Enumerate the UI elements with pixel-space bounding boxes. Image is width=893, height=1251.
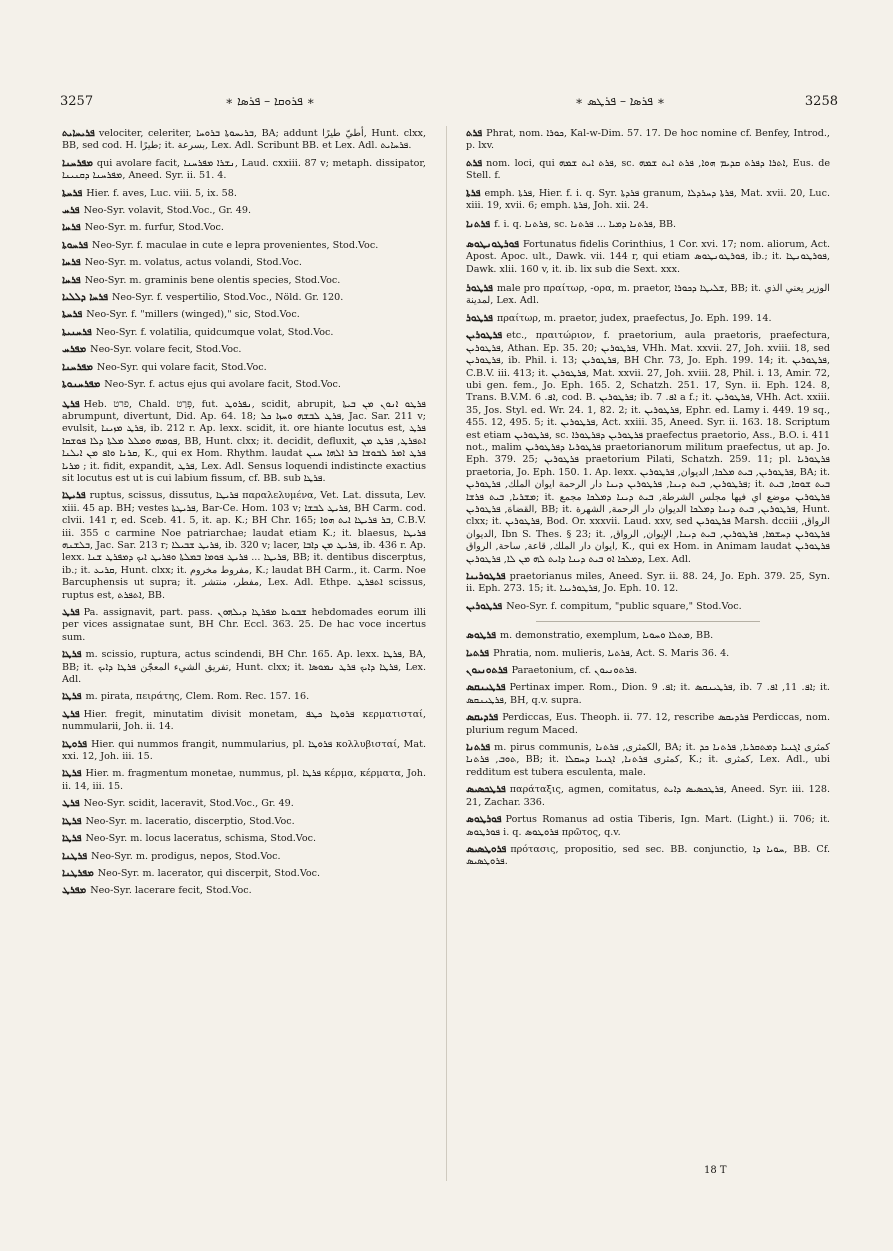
entry-headword: ܦܪܛܐ — [62, 649, 82, 661]
entry-definition: velociter, celeriter, ܒܪܝܚܘܬܐ ܒܪܘܚܐ, BA; addunt أطيّ طيرًا, Hunt. clxx, BB, sed cod. H. طيرًا; it. بسرعة, Lex. Adl. Scribunt BB. et Lex. Adl. ܦܪܚܐܝܬ. — [62, 128, 427, 152]
right-page-number: 3258 — [804, 94, 838, 109]
right-column — [466, 128, 830, 874]
entry-headword: ܦܪܛܐ — [62, 833, 82, 845]
entry-definition: Neo-Syr. qui volare facit, Stod.Voc. — [96, 361, 267, 373]
dictionary-entry — [466, 712, 830, 737]
entry-headword: ܦܪܛܘܪܝܢ — [466, 600, 503, 612]
entry-definition: Perdiccas, Eus. Theoph. ii. 77. 12, rescribe ܦܪܕܝܩܣ Perdiccas, nom. plurium regum Maced. — [466, 712, 830, 736]
entry-headword: ܦܪܛܝܢܩܣ — [466, 682, 506, 694]
entry-headword: ܦܪܬ — [466, 128, 483, 139]
entry-definition: Neo-Syr. m. lacerator, qui discerpit, Stod.Voc. — [97, 867, 321, 879]
dictionary-entry — [62, 222, 426, 234]
entry-definition: Heb. פרט, Chald. פְּרַט, fut. ܢܦܪܘܛ, scidit, abrupit, ܦܪܛܘ ܐܢܘܢ ܡܢ ܒܝܬܐ abrumpunt, divertunt, Did. Ap. 64. 18; ܦܪܛ ܠܒܫܗ ܘܚܙܐ ܟܠ, Jac. Sar. 211 v; evulsit, ܦܪܛ ܡܙܝܢܐ, ib. 212 r. Ap. lexx. scidit, it. ore hiante locutus est, ܦܪܛ ܦܘܡܗ ܘܡܠܠ ܡܠܬܐ ܕܠܐ ܦܘܫܩܐ, BB, Hunt. clxx; it. decidit, defluxit, ܐܬܦܪܛ, ܦܪܛ ܡܢ ܩܪܢܐ ܘܐܦ ܡܢ ܐܝܠܢܐ, K., qui ex Hom. Rhythm. laudat ܦܪܛ ܐܡܪ ܠܒܘܫܐ ܒܪ ܐܠܗܐ ܚܢܢ ܡܪܝܐ ; it. fidit, expandit, ܦܪܛ, Lex. Adl. Sensus loquendi indistincte exactius sit locutus est ut is cui labium fissum, cf. BB. sub ܦܪܛܐ. — [62, 398, 427, 484]
entry-headword: ܦܪܛܘܪ — [466, 283, 493, 295]
entry-headword: ܡܦܪܚܢܘܬܐ — [62, 379, 101, 391]
dictionary-entry — [466, 648, 830, 660]
entry-definition: emph. ܦܪܬܐ, Hier. f. i. q. Syr. ܦܪܕܬܐ granum, ܦܪܬܐ ܕܚܪܕܠܐ, Mat. xvii. 20, Luc. xiii. 19, xvii. 6; emph. ܦܪܬܐ, Joh. xii. 24. — [466, 187, 830, 212]
left-column — [62, 128, 426, 903]
entry-headword: ܦܪܕܝܩܣ — [466, 712, 499, 724]
dictionary-entry — [466, 630, 830, 642]
entry-headword: ܦܪܚܢܝܬܐ — [62, 326, 92, 338]
dictionary-entry — [62, 205, 426, 217]
dictionary-entry — [62, 885, 426, 897]
dictionary-entry — [466, 601, 830, 613]
entry-definition: Hier. fregit, minutatim divisit monetam, ܦܪܘܛܐ ܟܛܦ κερματισταί, nummularii, Joh. ii. 14. — [62, 708, 426, 733]
dictionary-entry — [62, 851, 426, 863]
dictionary-entry — [466, 158, 830, 183]
entry-definition: etc., πραιτώριον, f. praetorium, aula praetoris, praefectura, ܦܪܛܘܪܝܢ, Athan. Ep. 35. 20; ܦܪܛܘܪܝܢ, VHh. Mat. xxvii. 27, Joh. xviii. 18, sed ܦܪܛܘܪܝܢ, ib. Phil. i. 13; ܦܪܛܘܪܝܢ, BH Chr. 73, Jo. Eph. 199. 14; it. ܦܪܛܘܪܝܢ, C.B.V. iii. 413; it. ܦܪܛܘܪܝܢ, Mat. xxvii. 27, Joh. xviii. 28, Phil. i. 13, Amir. 72, ubi gen. fem., Jo. Eph. 165. 2, Schatzh. 251. 17, Syn. ii. Eph. 124. 8, Trans. B.V.M. ܐܦ. 6, cod. B. ܦܪܛܘܪܝܢ; ib. ܐܦ. 7 a f.; it. ܦܪܛܘܪܝܢ, VHh. Act. xxiii. 35, Jos. Styl. ed. Wr. 24. 1, 82. 2; it. ܦܪܛܘܪܝܢ, Ephr. ed. Lamy i. 449. 19 sq., 455. 12, 495. 5; it. ܦܪܛܘܪܝܢ, Act. xxiii. 35, Aneed. Syr. ii. 163. 18. Scriptum est etiam ܦܪܛܘܪܝܢ, sc. ܦܪܛܘܪܝܢ ܕܦܪܛܘܪܐ praefectus praetorio, Ass., B.O. i. 411 not., malim ܦܪܛܘܪܝܐ ܕܦܪܛܘܪܝܢ praetorianorum militum praefectus, ut ap. Jo. Eph. 379. 25; ܦܪܛܘܪܝܢ praetorium Pilati, Schatzh. 259. 11; pl. ܦܪܛܘܪܝܐ praetoria, Jo. Eph. 150. 1. Ap. lexx. ܦܪܛܘܪܝܢ, ܒܝܬ ܡܠܟܐ, الديوان, ܦܪܛܘܪܝܢ, BA; it. ܦܪܛܘܪܝܢ, ܒܝܬ ܕܝܢܐ, ܦܪܛܘܪܝܢ ܕܝܢܐ دار الرحمة ايوان الملك, ܦܪܛܘܪܝܢ; it. ܒܝܬ ܫܘܩܐ, ܒܝܬ ܡܫܪܝܐ, ܒܝܬ ܦܪܫܐ; it. ܦܪܛܘܪܝܢ موضع اي فيها مجلس الشرطة, ܒܝܬ ܕܝܢܐ ܕܡܠܟܐ مجمع القضاة, ܦܪܛܘܪܝܢ, BB; it. ܦܪܛܘܪܝܢ, ܒܝܬ ܕܝܢܐ ܕܡܠܟܐ الديوان دار الرحمة, الشهرة, Hunt. clxx; it. ܦܪܛܘܪܝܢ, Bod. Or. xxxvii. Laud. xxv, sed ܦܪܛܘܪܝܢ Marsh. dcciii الرواق, الديوان, Ibn S. Thes. § 23; it. ܦܪܛܘܪܝܢ ܕܚܫܡܐ, ܦܪܛܘܪܝܢ, ܒܝܬ ܕܝܢܐ, الإيوان, الرواق, ايوان دار الملك, قاعة, ساحة, الرواق, K., qui ex Hom. in Animam laudat ܦܪܛܘܪܝܢ ܕܡܠܟܐ ܐܘ ܒܝܬ ܕܝܢܐ ܕܐܝܬ ܠܗ ܡܢ ܠܐ, ܦܪܛܘܪܝܢ, Lex. Adl. — [466, 330, 831, 565]
entry-definition: Phratia, nom. mulieris, ܦܪܬܝܐ, Act. S. Maris 36. 4. — [493, 647, 730, 659]
entry-definition: Hier. qui nummos frangit, nummularius, pl. ܦܪܘܛܐ κολλυβισταί, Mat. xxi. 12, Joh. iii. 15. — [62, 738, 426, 763]
dictionary-entry — [466, 330, 830, 566]
dictionary-entry — [466, 742, 830, 779]
dictionary-entry — [466, 239, 830, 276]
entry-definition: Neo-Syr. scidit, laceravit, Stod.Voc., Gr. 49. — [83, 798, 294, 810]
dictionary-entry — [62, 379, 426, 391]
entry-definition: Neo-Syr. f. actus ejus qui avolare facit, Stod.Voc. — [104, 379, 341, 391]
entry-headword: ܦܪܬܘܢܝܘܢ — [466, 665, 508, 677]
entry-headword: ܦܪܘܛܐ — [62, 738, 88, 750]
entry-headword: ܦܪܛܘܪ — [466, 312, 493, 324]
signature-mark: 18 T — [704, 1165, 727, 1176]
dictionary-entry — [466, 682, 830, 707]
dictionary-entry — [62, 833, 426, 845]
entry-headword: ܦܪܛ — [62, 607, 80, 618]
entry-definition: Neo-Syr. f. vespertilio, Stod.Voc., Nöld. Gr. 120. — [112, 292, 344, 304]
entry-definition: Hier. f. aves, Luc. viii. 5, ix. 58. — [86, 187, 237, 199]
right-running-title: ∗ ܦܪܣܐ – ܦܪܛܣ ∗ — [574, 94, 665, 108]
dictionary-entry — [62, 399, 426, 486]
entry-definition: Paraetonium, cf. ܦܪܬܘܢܝܘܢ. — [511, 665, 638, 677]
dictionary-entry — [62, 275, 426, 287]
entry-definition: Neo-Syr. lacerare fecit, Stod.Voc. — [90, 885, 252, 897]
entry-headword: ܦܪܚ — [62, 205, 80, 217]
entry-definition: Neo-Syr. m. furfur, Stod.Voc. — [84, 222, 224, 234]
entry-definition: Neo-Syr. m. graminis bene olentis species, Stod.Voc. — [84, 274, 341, 286]
dictionary-entry — [466, 844, 830, 869]
entry-definition: παράταξις, agmen, comitatus, ܦܪܛܟܣܝܣ ܕܐܝܬ, Aneed. Syr. iii. 128. 21, Zachar. 336. — [466, 784, 830, 808]
entry-definition: πραίτωρ, m. praetor, judex, praefectus, Jo. Eph. 199. 14. — [496, 312, 772, 324]
entry-headword: ܦܪܛܢܐ — [62, 850, 88, 862]
dictionary-entry — [466, 188, 830, 213]
entry-headword: ܦܪܬܝܐ — [466, 647, 490, 659]
entry-headword: ܦܪܛܘܪܝܢ — [466, 330, 503, 342]
entry-definition: Neo-Syr. volare fecit, Stod.Voc. — [90, 344, 242, 356]
dictionary-entry — [62, 257, 426, 269]
dictionary-entry — [466, 665, 830, 677]
entry-headword: ܦܪܛܘܣ — [466, 630, 497, 642]
entry-headword: ܡܦܪܛܢܐ — [62, 867, 94, 879]
entry-headword: ܦܪܬܐ — [466, 187, 481, 199]
entry-headword: ܦܪܚܐ ܕܠܠܝܐ — [62, 292, 109, 304]
dictionary-entry — [62, 362, 426, 374]
dictionary-entry — [62, 649, 426, 686]
dictionary-entry — [62, 868, 426, 880]
entry-definition: qui avolare facit, ܢܫܪܐ ܡܦܪܚܢܐ, Laud. cxxiii. 87 v; metaph. dissipator, ܡܦܪܚܢܐ ܕܩܢܝܢܐ, Aneed. Syr. ii. 51. 4. — [62, 157, 426, 182]
entry-headword: ܦܪܛ — [62, 798, 80, 810]
entry-headword: ܦܪܚܐ — [62, 257, 81, 269]
entry-definition: ruptus, scissus, dissutus, ܦܪܝܛܐ παραλελυμένα, Vet. Lat. dissuta, Lev. xiii. 45 ap. BH; vestes ܦܪܝܛܬܐ, Bar-Ce. Hom. 103 v; ܦܪܝܛ ܠܒܫܐ, BH Carm. cod. clvii. 141 r, ed. Sceb. 41. 5, it. ap. K.; BH Chr. 165; ܒܪ ܦܪܝܛܐ ܐܝܬ ܗܘܐ, C.B.V. iii. 355 c carmine Noe patriarchae; laudat etiam K.; it. blaesus, ܦܪܝܛܐ ܒܠܫܢܗ, Jac. Sar. 213 r; ܦܪܝܛ ܫܒܝܠܐ, ib. 320 v; lacer, ܦܪܝܛ ܡܢ ܕܐܒܐ, ib. 436 r. Ap. lexx. ܦܪܝܛܐ ... ܦܪܝܛ ܦܘܡܐ ܒܡܠܬܐ ܘܦܪܝܛ ܐܝܟ ܕܡܦܪܛ ܫܢܐ, BB; it. dentibus discerptus, ib.; it. ܩܪܝܥ, Hunt. clxx; it. مفروط مخروم, K.; laudat BH Carm., it. Carm. Noe Barcuphensis ut supra; it. مفطر، منتشر, Lex. Adl. Ethpe. ܐܬܦܪܛ scissus, ruptus est, ܐܬܦܪܬ, BB. — [62, 490, 427, 601]
entry-headword: ܦܪܛ — [62, 398, 80, 410]
entry-definition: Neo-Syr. f. volatilia, quidcumque volat, Stod.Voc. — [95, 326, 334, 338]
dictionary-entry — [466, 128, 830, 153]
dictionary-entry — [466, 283, 830, 308]
entry-headword: ܦܪܬ — [466, 157, 483, 169]
entry-headword: ܦܪܛ — [62, 708, 80, 720]
entry-definition: Neo-Syr. volavit, Stod.Voc., Gr. 49. — [83, 205, 252, 217]
dictionary-entry — [62, 490, 426, 602]
entry-headword: ܦܪܚܐ — [62, 222, 81, 234]
entry-definition: m. demonstratio, exemplum, ܡܬܠܐ ܘܚܘܝܐ, BB. — [500, 630, 714, 642]
dictionary-entry — [62, 344, 426, 356]
entry-definition: Neo-Syr. m. locus laceratus, schisma, Stod.Voc. — [85, 833, 317, 845]
entry-definition: m. scissio, ruptura, actus scindendi, BH Chr. 165. Ap. lexx. ܦܪܛܐ, BA, BB; it. تفريق الشيء المعجّن ܦܪܛܐ ܕܐܝܟ, Hunt. clxx; it. ܦܪܛܐ ܕܐܝܟ ܦܪܛ ܢܡܘܣܐ, Lex. Adl. — [62, 649, 426, 686]
dictionary-entry — [62, 309, 426, 321]
dictionary-entry — [62, 768, 426, 793]
dictionary-entry — [62, 798, 426, 810]
entry-definition: Neo-Syr. f. maculae in cute e lepra provenientes, Stod.Voc. — [92, 239, 379, 251]
entry-headword: ܦܪܬܢܐ — [466, 219, 491, 231]
dictionary-entry — [62, 691, 426, 703]
entry-headword: ܦܪܘܛܣܝܣ — [466, 843, 507, 855]
entry-definition: nom. loci, qui ܦܪܬ ܐܝܬ ܫܡܗ, sc. ܐܬܪܐ ܕܦܪܬ ܩܕܝܡ ܗܘܐ, ܦܪܬ ܐܝܬ ܫܡܗ, Eus. de Stell. f. — [466, 157, 831, 182]
entry-definition: Pa. assignavit, part. pass. ܫܒܘܥܐ ܡܦܪܛܐ ܕܝܠܗܘܢ hebdomades eorum illi per vices assignatae sunt, BH Chr. Eccl. 363. 25. De hac voce incertus sum. — [62, 607, 426, 643]
dictionary-entry — [62, 158, 426, 183]
entry-definition: Neo-Syr. m. volatus, actus volandi, Stod.Voc. — [84, 257, 302, 269]
entry-headword: ܡܦܪܚܢܐ — [62, 157, 93, 169]
entry-definition: m. pirata, πειράτης, Clem. Rom. Rec. 157. 16. — [85, 691, 310, 703]
dictionary-entry — [62, 739, 426, 764]
section-rule — [536, 621, 760, 622]
entry-headword: ܦܘܪܛܘܣ — [466, 814, 502, 826]
entry-definition: Neo-Syr. f. compitum, "public square," Stod.Voc. — [506, 600, 742, 612]
entry-definition: Neo-Syr. m. laceratio, discerptio, Stod.Voc. — [85, 815, 295, 827]
left-page-number: 3257 — [60, 94, 94, 109]
left-running-title: ∗ ܦܪܘܩܐ – ܦܪܣܐ ∗ — [225, 94, 315, 108]
entry-definition: πρότασις, propositio, sed sec. BB. conjunctio, ܚܘܝܐ ܕܐ, BB. Cf. ܦܪܘܛܣܝܣ. — [466, 843, 830, 868]
entry-headword: ܡܦܪܚ — [62, 344, 87, 356]
dictionary-entry — [466, 313, 830, 325]
entry-headword: ܦܪܛܐ — [62, 768, 82, 780]
entry-definition: Hier. m. fragmentum monetae, nummus, pl. ܦܪܛܐ κέρμα, κέρματα, Joh. ii. 14, iii. 15. — [62, 768, 426, 792]
column-divider — [446, 126, 447, 1181]
entry-definition: Neo-Syr. f. "millers (winged)," sic, Stod.Voc. — [86, 309, 300, 321]
dictionary-entry — [62, 816, 426, 828]
entry-definition: Fortunatus fidelis Corinthius, 1 Cor. xvi. 17; nom. aliorum, Act. Apost. Apoc. ult., Dawk. vii. 144 r, qui etiam ܦܘܪܛܘܢܛܘܣ, ib.; it. ܦܘܪܛܘܢܛܐ, Dawk. xlii. 160 v, it. ib. lix sub die Sext. xxx. — [466, 238, 830, 275]
dictionary-entry — [62, 188, 426, 200]
dictionary-entry — [62, 292, 426, 304]
dictionary-entry — [62, 128, 426, 153]
entry-headword: ܡܦܪܚܢܐ — [62, 361, 93, 373]
entry-definition: male pro πραίτωρ, -ορα, m. praetor, ܫܠܝܛܐ ܕܟܘܪܐ, BB; it. الوزير يعني الذي لمدينة, Lex. Adl. — [466, 283, 830, 307]
entry-headword: ܦܪܚܐ — [62, 274, 81, 286]
entry-definition: m. pirus communis, الكمثرى, ܦܪܬܢܐ, BA; it. كمثرى ܐܓܢܝܐ ܕܡܬܩܪܝܐ, ܦܪܬܢܐ ܟܕ ܬܘܒ, ܦܪܬܢܐ, BB; it. كمثرى ܦܪܬܢܐ, ܐܓܢܝܐ ܕܚܩܠܐ, K.; it. كمثرى, Lex. Adl., ubi redditum est tubera esculenta, male. — [466, 742, 830, 778]
entry-headword: ܦܪܛܘܪܝܢܐ — [466, 571, 506, 582]
entry-headword: ܦܪܚܬܐ — [62, 309, 83, 321]
entry-headword: ܦܪܚܘܬܐ — [62, 239, 89, 251]
page-header — [60, 94, 838, 116]
dictionary-entry — [466, 571, 830, 596]
dictionary-entry — [62, 709, 426, 734]
entry-definition: f. i. q. ܦܪܬܢܐ, sc. ܦܪܬܢܐ ܕܡܝܐ ... ܦܪܬܢܐ, BB. — [494, 219, 677, 231]
entry-headword: ܦܪܛܐ — [62, 815, 82, 827]
entry-definition: Phrat, nom. ܟܘܪܐ, Kal-w-Dim. 57. 17. De hoc nomine cf. Benfey, Introd., p. lxv. — [466, 128, 830, 152]
dictionary-entry — [62, 607, 426, 644]
entry-headword: ܦܪܝܚܐܝܬ — [62, 128, 95, 139]
dictionary-entry — [466, 219, 830, 231]
entry-definition: Neo-Syr. m. prodigus, nepos, Stod.Voc. — [91, 850, 281, 862]
entry-definition: Portus Romanus ad ostia Tiberis, Ign. Mart. (Light.) ii. 706; it. ܦܘܪܛܘܣ i. q. ܦܪܘܛܘܣ πρῶτος, q.v. — [466, 814, 830, 838]
entry-definition: Pertinax imper. Rom., Dion. ܐܦ. 9; it. ܦܪܛܝܢܩܣ, ib. ܐܦ. 11, ܐܦ. 7; it. ܦܪܛܝܢܩܣ, BH, q.v. supra. — [466, 682, 830, 706]
entry-headword: ܦܪܛܟܣܝܣ — [466, 784, 506, 796]
entry-headword: ܦܪܚܬܐ — [62, 187, 83, 199]
entry-headword: ܦܘܪܛܘܢܛܘܣ — [466, 238, 519, 250]
entry-headword: ܡܦܪܛ — [62, 885, 87, 897]
entry-headword: ܦܪܬܢܐ — [466, 742, 491, 754]
dictionary-entry — [62, 327, 426, 339]
dictionary-entry — [466, 814, 830, 839]
entry-definition: praetorianus miles, Aneed. Syr. ii. 88. 24, Jo. Eph. 379. 25, Syn. ii. Eph. 273. 15; it. ܦܪܛܘܪܝܢܐ, Jo. Eph. 10. 12. — [466, 571, 830, 595]
entry-headword: ܦܪܛܐ — [62, 691, 82, 703]
dictionary-entry — [62, 240, 426, 252]
entry-headword: ܦܪܝܛܐ — [62, 490, 86, 502]
dictionary-entry — [466, 784, 830, 809]
